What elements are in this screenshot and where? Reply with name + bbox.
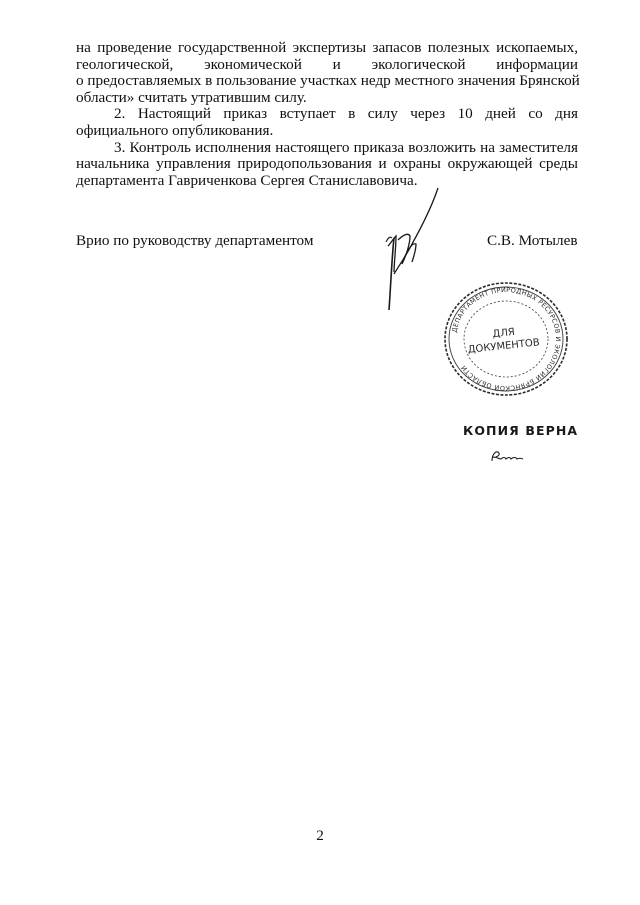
paragraph-3-line: департамента Гавриченкова Сергея Станиславовича. (76, 171, 418, 189)
paragraph-3 (76, 140, 578, 190)
copy-stamp-text: КОПИЯ ВЕРНА (463, 423, 579, 438)
paragraph-1-line: геологической, экономической и экологической информации (76, 55, 578, 73)
handwritten-signature (372, 186, 442, 316)
paragraph-2-line: 2. Настоящий приказ вступает в силу через 10 дней со дня (114, 105, 578, 123)
paragraph-3-line: начальника управления природопользования и охраны окружающей среды (76, 155, 578, 173)
seal-ring-text: ДЕПАРТАМЕНТ ПРИРОДНЫХ РЕСУРСОВ И ЭКОЛОГИИ БРЯНСКОЙ ОБЛАСТИ (450, 285, 563, 393)
seal-center-text-1: ДЛЯ (492, 326, 516, 341)
paragraph-2-line: официального опубликования. (76, 121, 274, 139)
svg-text:ДЕПАРТАМЕНТ ПРИРОДНЫХ РЕСУРСОВ (450, 286, 562, 393)
official-seal (442, 280, 570, 398)
paragraph-2 (76, 106, 578, 139)
document-body (76, 40, 578, 189)
initials-signature (489, 447, 525, 465)
paragraph-1-line: о предоставляемых в пользование участках недр местного значения Брянской (76, 72, 580, 90)
seal-center-text-2: ДОКУМЕНТОВ (467, 337, 541, 356)
paragraph-1 (76, 40, 578, 106)
paragraph-3-line: 3. Контроль исполнения настоящего приказа возложить на заместителя (114, 138, 578, 156)
page-number: 2 (316, 827, 324, 844)
copy-certified-stamp (461, 420, 579, 440)
paragraph-1-line: на проведение государственной экспертизы запасов полезных ископаемых, (76, 39, 578, 56)
paragraph-1-line: области» считать утратившим силу. (76, 88, 307, 106)
signatory-name: С.В. Мотылев (487, 232, 578, 249)
signatory-position: Врио по руководству департаментом (76, 232, 314, 249)
